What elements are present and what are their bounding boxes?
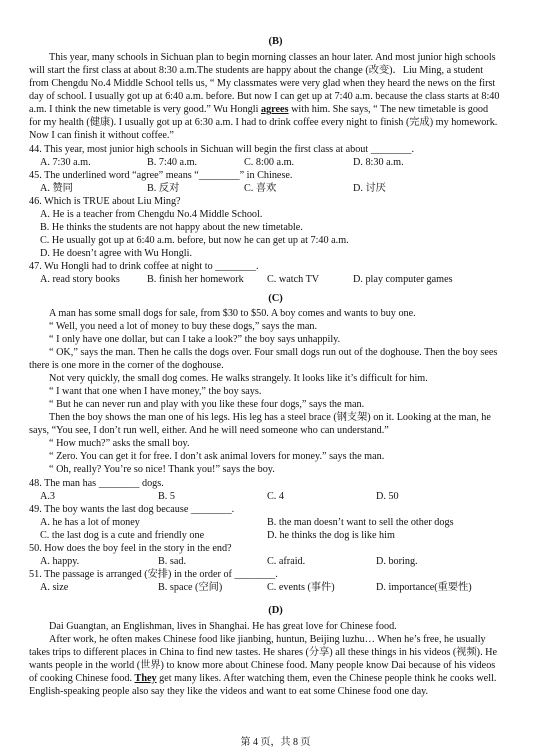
option-49-c: C. the last dog is a cute and friendly one (40, 530, 205, 541)
page-footer: 第 4 页，共 8 页 (240, 737, 311, 748)
question-47: 47. Wu Hongli had to drink coffee at night to ________. (29, 261, 259, 272)
passage-b-line: a.m. I think the new timetable is very good.” Wu Hongli agrees with him. She says, “ The new timetable is good (29, 104, 489, 115)
option-47-a: A. read story books (40, 274, 120, 285)
passage-b-line: for my health (健康). I usually got up at 6:30 a.m. I had to drink coffee every night to finish (完成) my homework. (29, 117, 498, 128)
option-48-a: A.3 (40, 491, 55, 502)
question-51: 51. The passage is arranged (安排) in the order of ________. (29, 569, 278, 580)
question-44: 44. This year, most junior high schools in Sichuan will begin the first class at about ________. (29, 144, 415, 155)
passage-b-line: will start the first class at about 8:30 a.m.The students are happy about the change (改变)．Liu Ming, a student (29, 65, 484, 76)
passage-c-line: “ Oh, really? You’re so nice! Thank you!” says the boy. (49, 464, 275, 475)
passage-d-line: Dai Guangtan, an Englishman, lives in Shanghai. He has great love for Chinese food. (49, 621, 397, 632)
passage-c-line: “ But he can never run and play with you like these four dogs,” says the man. (49, 399, 365, 410)
option-49-b: B. the man doesn’t want to sell the other dogs (267, 517, 454, 528)
option-50-d: D. boring. (376, 556, 418, 567)
option-51-a: A. size (40, 582, 69, 593)
option-48-b: B. 5 (158, 491, 175, 502)
option-47-d: D. play computer games (353, 274, 453, 285)
passage-d-line: takes trips to different places in China to find new tastes. He shares (分享) all these things in his videos (视频). He (29, 647, 498, 658)
option-46-d: D. He doesn’t agree with Wu Hongli. (40, 248, 192, 259)
option-45-a: A. 赞同 (40, 183, 73, 194)
passage-c-line: “ OK,” says the man. Then he calls the dogs over. Four small dogs run out of the doghouse. Then the boy sees (49, 347, 498, 358)
section-b-header: (B) (268, 36, 283, 47)
option-46-a: A. He is a teacher from Chengdu No.4 Middle School. (40, 209, 263, 220)
passage-c-line: Not very quickly, the small dog comes. He walks strangely. It looks like it’s difficult for him. (49, 373, 428, 384)
question-49: 49. The boy wants the last dog because ________. (29, 504, 235, 515)
passage-b-line: from Chengdu No.4 Middle School tells us, “ My classmates were very glad when they heard the news on the first (29, 78, 496, 89)
passage-c-line: Then the boy shows the man one of his legs. His leg has a steel brace (钢支架) on it. Looking at the man, he (49, 412, 491, 423)
option-47-c: C. watch TV (267, 274, 320, 285)
option-45-b: B. 反对 (147, 183, 180, 194)
question-48: 48. The man has ________ dogs. (29, 478, 164, 489)
passage-c-line: says, “You see, I don’t run well, either. And he will need someone who can understand.” (29, 425, 389, 436)
option-50-c: C. afraid. (267, 556, 306, 567)
passage-c-line: “ I only have one dollar, but can I take a look?” the boy says unhappily. (49, 334, 341, 345)
option-51-b: B. space (空间) (158, 582, 223, 593)
option-44-d: D. 8:30 a.m. (353, 157, 404, 168)
passage-c-line: “ Well, you need a lot of money to buy these dogs,” says the man. (49, 321, 318, 332)
option-50-b: B. sad. (158, 556, 187, 567)
option-50-a: A. happy. (40, 556, 80, 567)
passage-c-line: “ How much?” asks the small boy. (49, 438, 190, 449)
option-51-d: D. importance(重要性) (376, 582, 472, 593)
option-51-c: C. events (事件) (267, 582, 335, 593)
question-46: 46. Which is TRUE about Liu Ming? (29, 196, 181, 207)
passage-d-line: wants people in the world (世界) to know more about Chinese food. Many people know Dai because of his videos (29, 660, 496, 671)
option-46-b: B. He thinks the students are not happy about the new timetable. (40, 222, 303, 233)
option-45-d: D. 讨厌 (353, 183, 386, 194)
passage-c-line: “ I want that one when I have money,” the boy says. (49, 386, 262, 397)
option-46-c: C. He usually got up at 6:40 a.m. before, but now he can get up at 7:40 a.m. (40, 235, 349, 246)
passage-b-line: day of school. I usually got up at 6:40 a.m. before. But now I can get up at 7:40 a.m. because the class starts at 8:40 (29, 91, 500, 102)
section-c-header: (C) (268, 293, 283, 304)
option-48-c: C. 4 (267, 491, 284, 502)
question-45: 45. The underlined word “agree” means “________” in Chinese. (29, 170, 293, 181)
option-44-c: C. 8:00 a.m. (244, 157, 295, 168)
passage-b-line: Now I can finish it without coffee.” (29, 130, 174, 141)
option-49-d: D. he thinks the dog is like him (267, 530, 395, 541)
passage-d-line: After work, he often makes Chinese food like jianbing, huntun, Beijing luzhu… When he’s free, he usually (49, 634, 486, 645)
passage-d-line: English-speaking people also say they like the videos and want to eat some Chinese food one day. (29, 686, 429, 697)
passage-d-line: of cooking Chinese food. They get many likes. After watching them, even the Chinese people think he cooks well. (29, 673, 497, 684)
underlined-word-they: They (134, 673, 157, 684)
passage-c-line: “ Zero. You can get it for free. I don’t ask animal lovers for money.” says the man. (49, 451, 385, 462)
question-50: 50. How does the boy feel in the story in the end? (29, 543, 232, 554)
option-44-a: A. 7:30 a.m. (40, 157, 91, 168)
passage-b-line: This year, many schools in Sichuan plan to begin morning classes an hour later. And most junior high schools (49, 52, 496, 63)
option-49-a: A. he has a lot of money (40, 517, 140, 528)
option-47-b: B. finish her homework (147, 274, 244, 285)
option-45-c: C. 喜欢 (244, 183, 277, 194)
passage-c-line: there is one more in the corner of the doghouse. (29, 360, 224, 371)
underlined-word-agrees: agrees (260, 104, 289, 115)
option-44-b: B. 7:40 a.m. (147, 157, 198, 168)
passage-c-line: A man has some small dogs for sale, from $30 to $50. A boy comes and wants to buy one. (49, 308, 416, 319)
section-d-header: (D) (268, 605, 283, 616)
option-48-d: D. 50 (376, 491, 399, 502)
